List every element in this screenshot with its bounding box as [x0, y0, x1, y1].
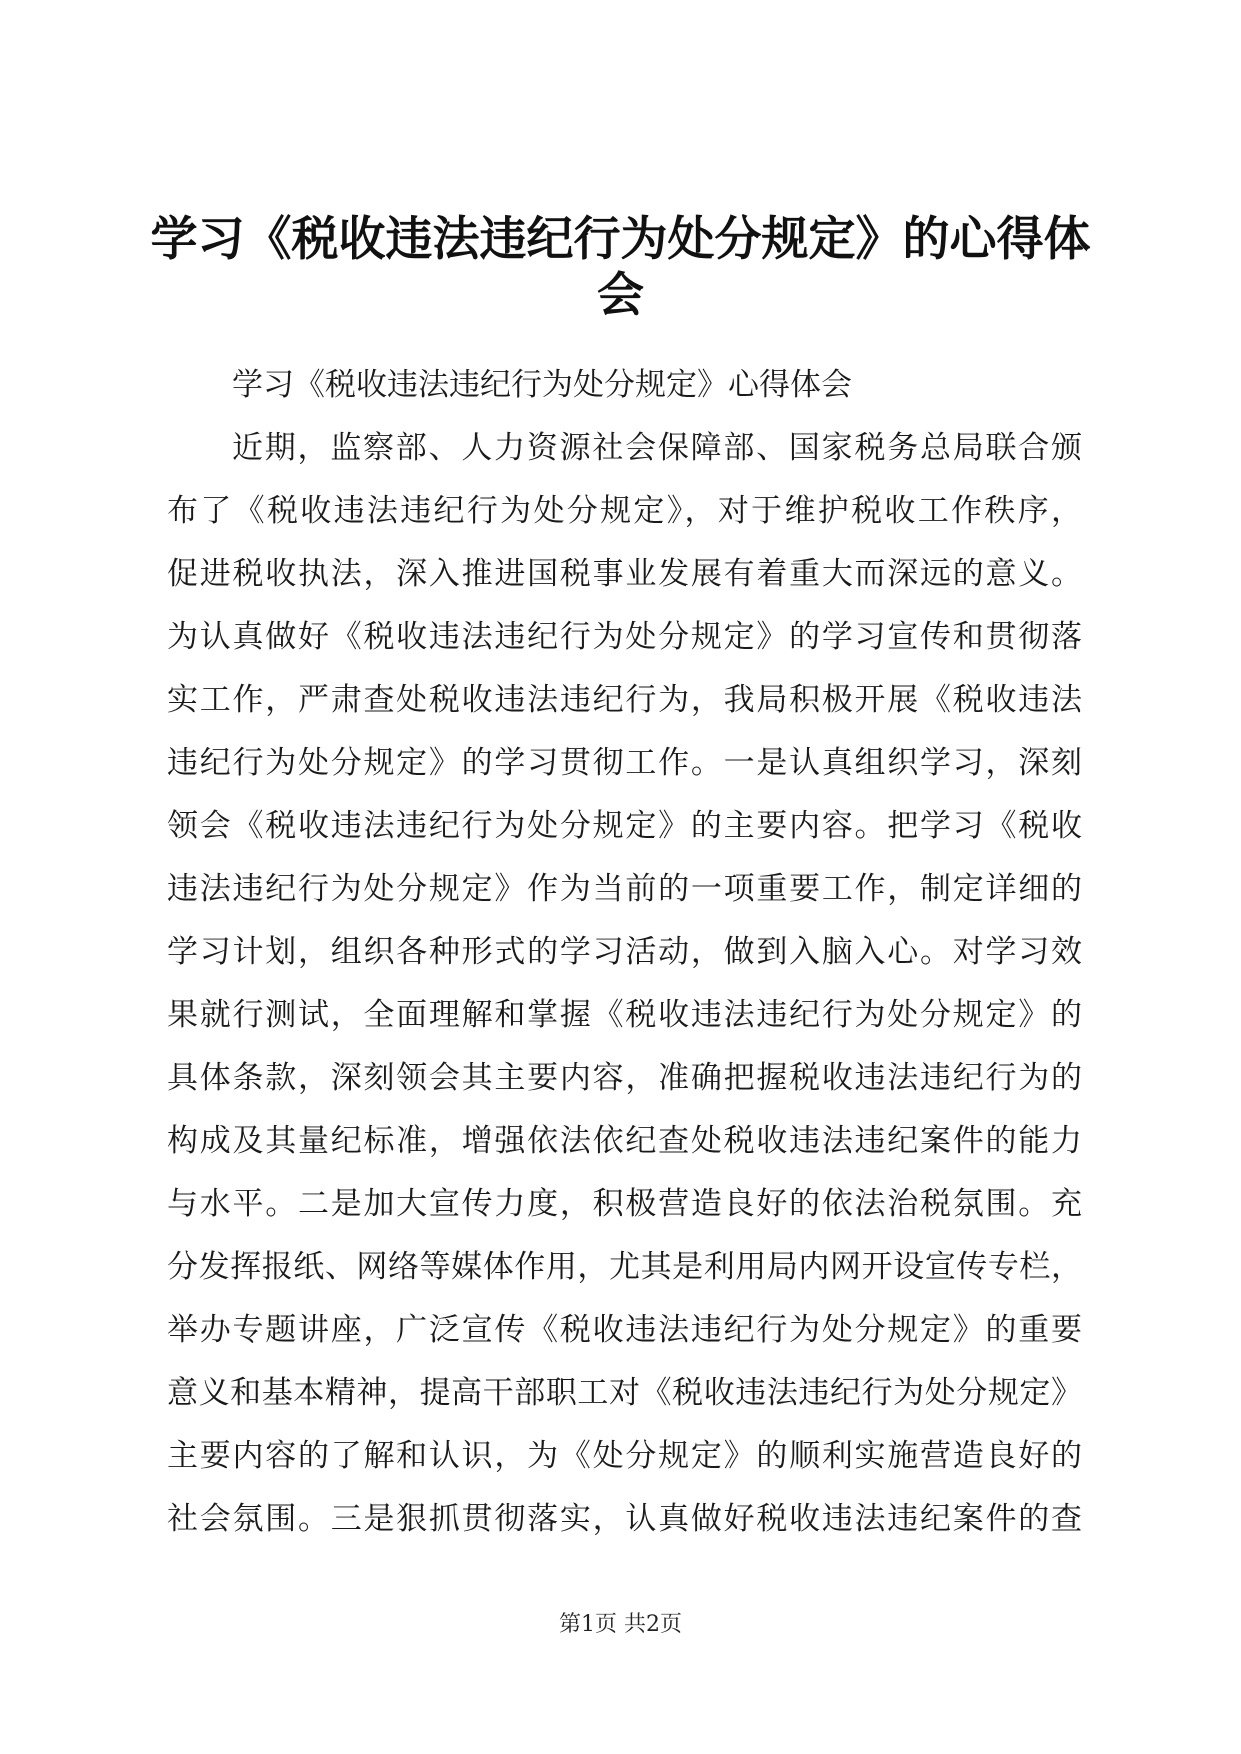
- body-line: 果就行测试，全面理解和掌握《税收违法违纪行为处分规定》的: [167, 997, 1082, 1033]
- body-line: 构成及其量纪标准，增强依法依纪查处税收违法违纪案件的能力: [167, 1123, 1082, 1159]
- body-line: 社会氛围。三是狠抓贯彻落实，认真做好税收违法违纪案件的查: [167, 1501, 1082, 1537]
- body-line: 与水平。二是加大宣传力度，积极营造良好的依法治税氛围。充: [167, 1186, 1082, 1222]
- document-title: [150, 212, 1091, 324]
- title-line-1: 学习《税收违法违纪行为处分规定》的心得体: [150, 212, 1091, 267]
- body-line: 为认真做好《税收违法违纪行为处分规定》的学习宣传和贯彻落: [167, 619, 1082, 655]
- body-line: 违纪行为处分规定》的学习贯彻工作。一是认真组织学习，深刻: [167, 745, 1082, 781]
- body-line: 布了《税收违法违纪行为处分规定》，对于维护税收工作秩序，: [167, 493, 1082, 529]
- body-line: 学习计划，组织各种形式的学习活动，做到入脑入心。对学习效: [167, 934, 1082, 970]
- body-line: 举办专题讲座，广泛宣传《税收违法违纪行为处分规定》的重要: [167, 1312, 1082, 1348]
- body-line: 促进税收执法，深入推进国税事业发展有着重大而深远的意义。: [167, 556, 1082, 592]
- body-line: 分发挥报纸、网络等媒体作用，尤其是利用局内网开设宣传专栏，: [167, 1249, 1082, 1285]
- body-line: 领会《税收违法违纪行为处分规定》的主要内容。把学习《税收: [167, 808, 1082, 844]
- body-line: 意义和基本精神，提高干部职工对《税收违法违纪行为处分规定》: [167, 1375, 1082, 1411]
- body-line: 具体条款，深刻领会其主要内容，准确把握税收违法违纪行为的: [167, 1060, 1082, 1096]
- body-line: 近期，监察部、人力资源社会保障部、国家税务总局联合颁: [232, 430, 1082, 466]
- title-line-2: 会: [597, 268, 644, 323]
- body-line: 违法违纪行为处分规定》作为当前的一项重要工作，制定详细的: [167, 871, 1082, 907]
- document-body: [167, 354, 1082, 1551]
- subtitle: 学习《税收违法违纪行为处分规定》心得体会: [232, 367, 852, 403]
- body-line: 主要内容的了解和认识，为《处分规定》的顺利实施营造良好的: [167, 1438, 1082, 1474]
- body-line: 实工作，严肃查处税收违法违纪行为，我局积极开展《税收违法: [167, 682, 1082, 718]
- page-number-footer: 第1页 共2页: [559, 1612, 682, 1637]
